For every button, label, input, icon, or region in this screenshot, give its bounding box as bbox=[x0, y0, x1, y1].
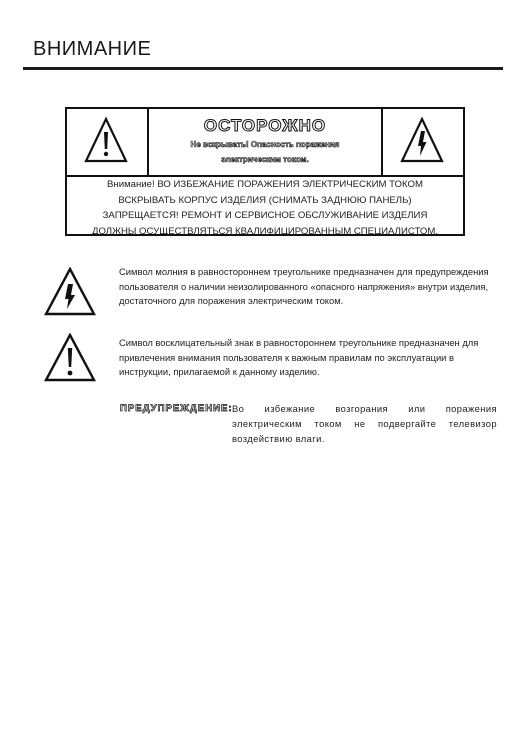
caution-body-line-2: ВСКРЫВАТЬ КОРПУС ИЗДЕЛИЯ (СНИМАТЬ ЗАДНЮЮ ПАНЕЛЬ) bbox=[118, 194, 412, 206]
warning-label: ПРЕДУПРЕЖДЕНИЕ: bbox=[120, 403, 233, 414]
warning-text: Во избежание возгорания или поражения электрическим током не подвергайте телевизор воздействию влаги. bbox=[232, 403, 497, 444]
page-title: ВНИМАНИЕ bbox=[33, 38, 152, 60]
caution-title-cell bbox=[149, 109, 381, 175]
caution-subheading-2: электрическим током. bbox=[221, 155, 309, 164]
lightning-symbol-description: Символ молния в равностороннем треугольнике предназначен для предупреждения пользователя о наличии неизолированного «опасного напряжения» внутри изделия, достаточного для поражения электрическим током. bbox=[119, 266, 489, 306]
exclamation-triangle-icon bbox=[84, 116, 128, 164]
caution-subheading-1: Не вскрывать! Опасность поражения bbox=[190, 140, 340, 149]
exclamation-symbol-description: Символ восклицательный знак в равностороннем треугольнике предназначен для привлечения внимания пользователя к важным правилам по эксплуатации в инструкции, прилагаемой к данному изделию. bbox=[119, 337, 479, 377]
caution-body-line-3: ЗАПРЕЩАЕТСЯ! РЕМОНТ И СЕРВИСНОЕ ОБСЛУЖИВАНИЕ ИЗДЕЛИЯ bbox=[102, 210, 428, 221]
caution-right-cell bbox=[381, 109, 463, 175]
exclamation-triangle-icon bbox=[44, 333, 96, 383]
caution-body-line-4: ДОЛЖНЫ ОСУЩЕСТВЛЯТЬСЯ КВАЛИФИЦИРОВАННЫМ СПЕЦИАЛИСТОМ. bbox=[91, 225, 439, 237]
lightning-triangle-icon bbox=[44, 267, 96, 317]
caution-body bbox=[67, 177, 463, 239]
caution-box bbox=[65, 107, 465, 236]
title-divider bbox=[23, 67, 503, 70]
caution-header-row bbox=[67, 109, 463, 177]
lightning-triangle-icon bbox=[400, 116, 444, 164]
caution-heading: ОСТОРОЖНО bbox=[203, 116, 327, 135]
caution-left-cell bbox=[67, 109, 149, 175]
caution-body-line-1: Внимание! ВО ИЗБЕЖАНИЕ ПОРАЖЕНИЯ ЭЛЕКТРИЧЕСКИМ ТОКОМ bbox=[107, 179, 423, 190]
